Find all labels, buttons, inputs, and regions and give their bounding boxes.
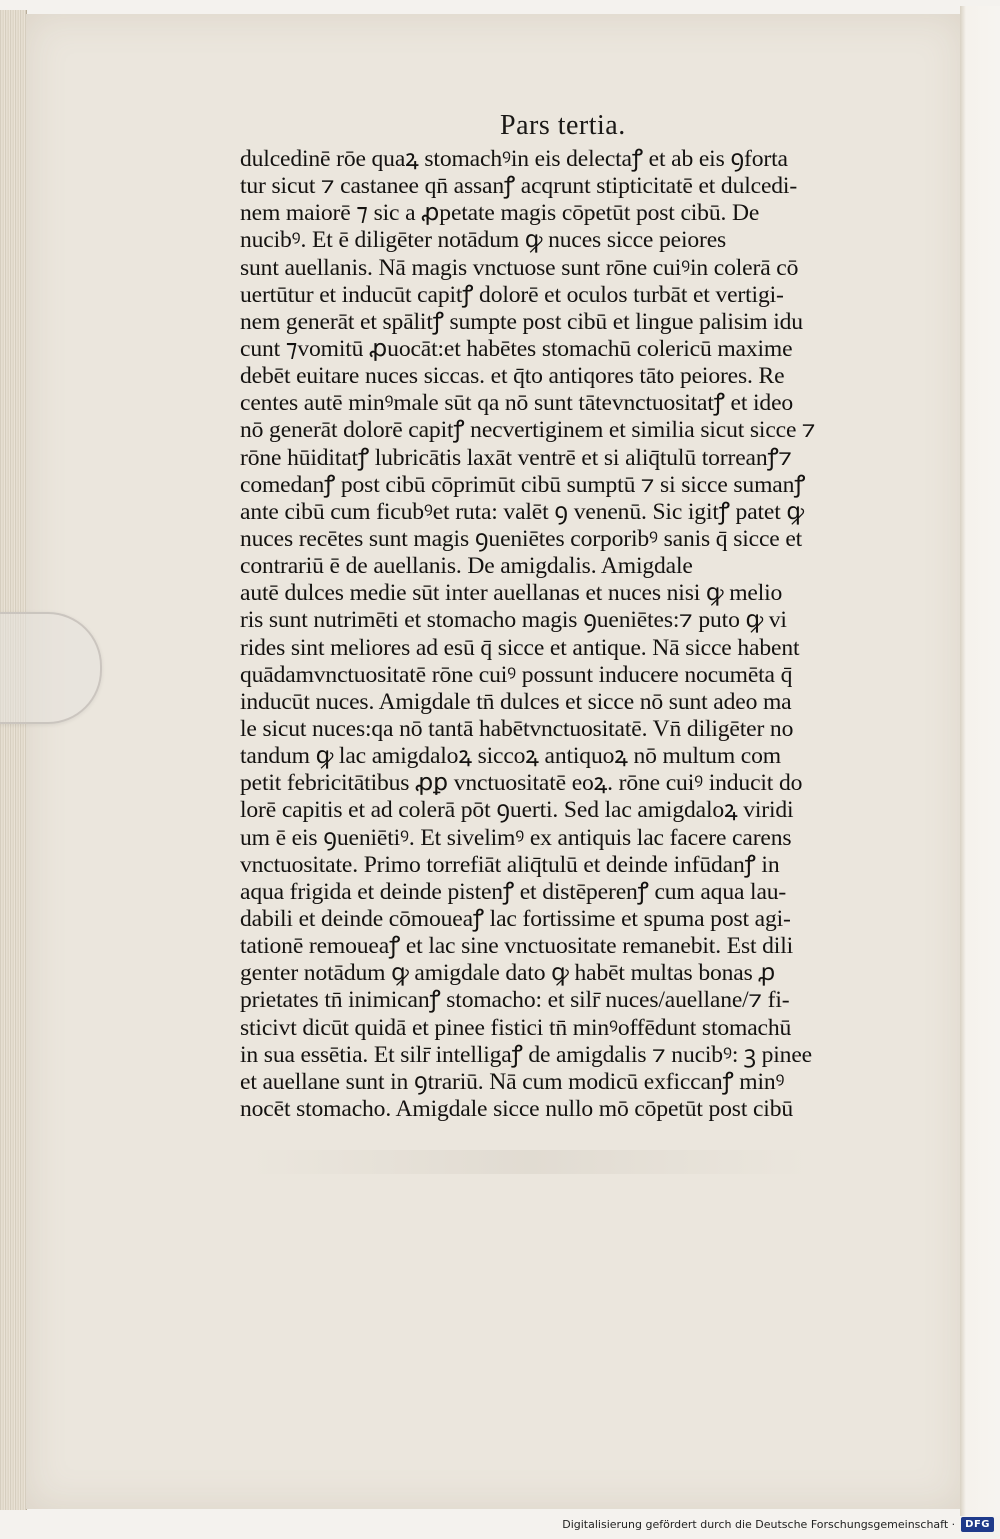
- text-line: uertūtur et inducūt capitꝭ dolorē et oculos turbāt et vertigi-: [240, 281, 784, 308]
- text-line: aqua frigida et deinde pistenꝭ et distēperenꝭ cum aqua lau-: [240, 878, 787, 905]
- text-line: dulcedinē rōe quaꝝ stomachꝰin eis delectaꝭ et ab eis ꝯforta: [240, 146, 788, 172]
- text-line: le sicut nuces:qa nō tantā habētvnctuositatē. Vn̄ diligēter no: [240, 715, 794, 742]
- text-line: tandum ꝙ lac amigdaloꝝ siccoꝝ antiquoꝝ nō multum com: [240, 743, 781, 770]
- page-edges: [0, 10, 27, 1510]
- text-line: ris sunt nutrimēti et stomacho magis ꝯueniētes:⁊ puto ꝙ vi: [240, 607, 787, 634]
- text-line: nō generāt dolorē capitꝭ necvertiginem et similia sicut sicce ⁊: [240, 417, 816, 444]
- text-line: vnctuositate. Primo torrefiāt aliq̄tulū et deinde infūdanꝭ in: [240, 851, 780, 878]
- text-line: nem maiorē ⁊ sic a ꝓpetate magis cōpetūt post cibū. De: [240, 200, 760, 227]
- text-line: genter notādum ꝙ amigdale dato ꝙ habēt multas bonas ꝓ: [240, 960, 776, 987]
- text-line: inducūt nuces. Amigdale tn̄ dulces et sicce nō sunt adeo ma: [240, 688, 792, 715]
- text-line: um ē eis ꝯueniētiꝰ. Et sivelimꝰ ex antiquis lac facere carens: [240, 824, 792, 851]
- page-clip-tab: [0, 612, 102, 724]
- text-line: comedanꝭ post cibū cōprimūt cibū sumptū ⁊ si sicce sumanꝭ: [240, 471, 806, 498]
- text-line: ante cibū cum ficubꝰet ruta: valēt ꝯ venenū. Sic igitꝭ patet ꝙ: [240, 498, 804, 525]
- text-line: et auellane sunt in ꝯtrariū. Nā cum modicū exficcanꝭ minꝰ: [240, 1068, 785, 1095]
- page-right-margin: [960, 6, 1000, 1516]
- text-line: rides sint meliores ad esū q̄ sicce et antique. Nā sicce habent: [240, 634, 800, 661]
- text-line: dabili et deinde cōmoueaꝭ lac fortissime et spuma post agi-: [240, 905, 791, 932]
- text-line: quādamvnctuositatē rōne cuiꝰ possunt inducere nocumēta q̄: [240, 661, 793, 688]
- text-line: rōne hūiditatꝭ lubricātis laxāt ventrē et si aliq̄tulū torreanꝭ⁊: [240, 444, 792, 471]
- footer-credit: Digitalisierung gefördert durch die Deutsche Forschungsgemeinschaft ·: [562, 1517, 956, 1531]
- text-line: nocēt stomacho. Amigdale sicce nullo mō cōpetūt post cibū: [240, 1095, 793, 1122]
- text-line: debēt euitare nuces siccas. et q̄to antiqores tāto peiores. Re: [240, 363, 785, 390]
- text-line: nem generāt et spālitꝭ sumpte post cibū et lingue palisim idu: [240, 308, 803, 335]
- text-line: in sua essētia. Et silr̄ intelligaꝭ de amigdalis ⁊ nucibꝰ: ꝫ pinee: [240, 1041, 812, 1068]
- text-line: tationē remoueaꝭ et lac sine vnctuositate remanebit. Est dili: [240, 933, 794, 960]
- text-line: centes autē minꝰmale sūt qa nō sunt tātevnctuositatꝭ et ideo: [240, 390, 794, 417]
- text-line: lorē capitis et ad colerā pōt ꝯuerti. Sed lac amigdaloꝝ viridi: [240, 797, 794, 824]
- show-through-smudge: [250, 1150, 810, 1174]
- text-line: contrariū ē de auellanis. De amigdalis. Amigdale: [240, 553, 693, 580]
- running-head: Pars tertia.: [500, 110, 626, 141]
- text-line: sunt auellanis. Nā magis vnctuose sunt rōne cuiꝰin colerā cō: [240, 254, 799, 281]
- text-line: petit febricitātibus ꝓꝑ vnctuositatē eoꝝ. rōne cuiꝰ inducit do: [240, 770, 803, 797]
- text-block: [240, 146, 880, 1123]
- dfg-logo: DFG: [961, 1517, 994, 1532]
- digitization-footer: [562, 1513, 994, 1535]
- text-line: sticivt dicūt quidā et pinee fistici tn̄ minꝰoffēdunt stomachū: [240, 1014, 792, 1041]
- text-line: autē dulces medie sūt inter auellanas et nuces nisi ꝙ melio: [240, 580, 783, 607]
- text-line: cunt ⁊vomitū ꝓuocāt:et habētes stomachū colericū maxime: [240, 335, 793, 362]
- text-line: tur sicut ⁊ castanee qn̄ assanꝭ acqrunt stipticitatē et dulcedi-: [240, 173, 798, 200]
- text-line: nuces recētes sunt magis ꝯueniētes corporibꝰ sanis q̄ sicce et: [240, 525, 803, 552]
- text-line: nucibꝰ. Et ē diligēter notādum ꝙ nuces sicce peiores: [240, 227, 727, 254]
- text-line: prietates tn̄ inimicanꝭ stomacho: et silr̄ nuces/auellane/⁊ fi-: [240, 987, 790, 1014]
